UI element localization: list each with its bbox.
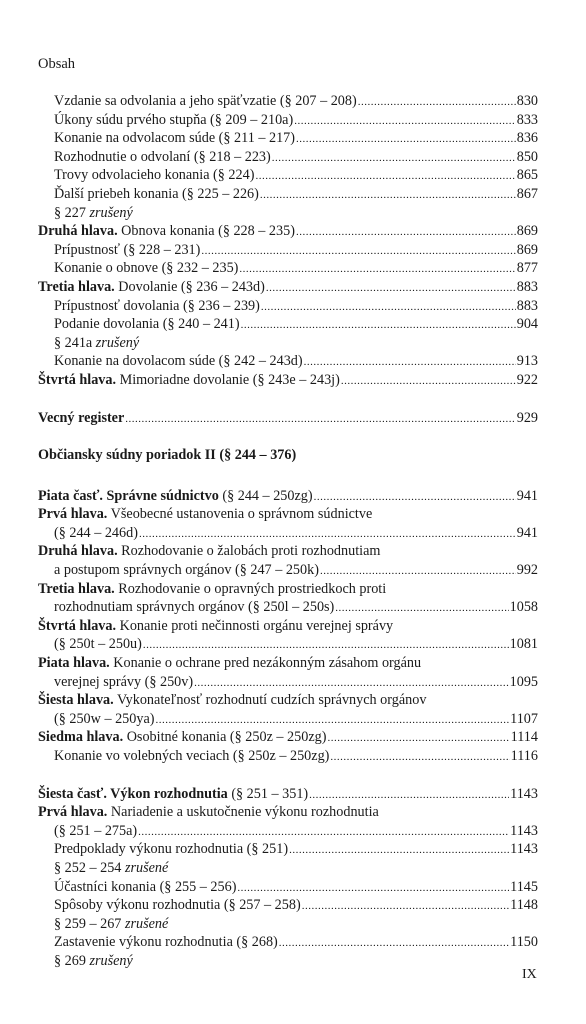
toc-entry-page: 1145 [510,878,538,895]
toc-entry-heading: Druhá hlava. [38,223,118,240]
toc-entry-page: 1107 [510,710,538,727]
toc-entry [38,148,538,167]
table-of-contents [38,92,538,971]
toc-entry-text: § 269 [54,952,90,969]
toc-entry-text: § 241a [54,334,96,351]
toc-entry-page: 922 [516,371,538,388]
toc-entry-heading: Tretia hlava. [38,278,115,295]
toc-entry-title [38,371,340,390]
toc-entry-text: (§ 251 – 351) [227,785,309,802]
dot-leader [194,673,509,693]
toc-entry-text: Trovy odvolacieho konania (§ 224) [54,167,255,184]
toc-entry [38,728,538,747]
toc-entry [38,487,538,506]
toc-entry-page: 992 [516,562,538,579]
toc-entry-heading: Štvrtá hlava. [38,371,117,388]
toc-entry [38,822,538,841]
toc-entry-heading: Piata časť. Správne súdnictvo [38,487,219,504]
toc-entry-title [38,409,124,428]
dot-leader [358,92,516,112]
toc-entry [38,635,538,654]
toc-entry-title [54,673,193,692]
toc-entry-page: 830 [516,93,538,109]
toc-entry-title [54,822,137,841]
toc-entry-text: Konanie proti nečinnosti orgánu verejnej správy [116,617,394,634]
toc-entry [38,542,538,561]
toc-entry-heading: Vecný register [38,409,125,426]
toc-entry [38,617,538,636]
toc-entry [38,952,538,971]
toc-entry-text: (§ 244 – 250zg) [218,487,313,504]
dot-leader [320,561,516,581]
toc-entry-text: Konanie na dovolacom súde (§ 242 – 243d) [54,353,303,370]
toc-entry-text: Vykonateľnosť rozhodnutí cudzích správnych orgánov [113,692,427,709]
toc-entry-title [54,129,295,148]
dot-leader [272,148,516,168]
toc-entry-text: Mimoriadne dovolanie (§ 243e – 243j) [116,371,340,388]
toc-entry-page: 836 [516,130,538,147]
toc-entry-text: Konanie o obnove (§ 232 – 235) [54,260,239,277]
toc-entry-text: Predpoklady výkonu rozhodnutia (§ 251) [54,841,289,858]
toc-entry-title [54,352,303,371]
toc-entry-title [54,166,254,185]
toc-entry-title [38,446,296,465]
dot-leader [294,111,516,131]
toc-entry-note: zrušený [89,952,133,969]
toc-entry-page: 1150 [510,934,538,951]
toc-entry-title [38,617,393,636]
dot-leader [289,840,509,860]
toc-entry-page: 1143 [510,822,538,839]
toc-entry [38,598,538,617]
dot-leader [314,487,516,507]
dot-leader [296,222,516,242]
toc-entry-heading: Šiesta časť. Výkon rozhodnutia [38,785,228,802]
toc-entry [38,505,538,524]
toc-entry-text: Prípustnosť (§ 228 – 231) [54,241,201,258]
toc-entry [38,933,538,952]
toc-entry [38,315,538,334]
toc-entry [38,896,538,915]
dot-leader [302,896,509,916]
toc-entry-text: (§ 244 – 246d) [54,524,138,541]
toc-entry-page: 850 [516,148,538,165]
toc-entry-text: verejnej správy (§ 250v) [54,673,194,690]
toc-entry-title [54,561,319,580]
toc-entry-title [54,635,142,654]
dot-leader [296,129,516,149]
toc-entry-page: 941 [516,524,538,541]
toc-entry [38,878,538,897]
toc-entry [38,859,538,878]
toc-entry-title [54,334,139,353]
toc-entry-page: 1058 [509,599,538,616]
running-header: Obsah [38,56,76,72]
dot-leader [143,635,509,655]
toc-entry-heading: Prvá hlava. [38,506,108,523]
toc-entry-text: Rozhodovanie o opravných prostriedkoch proti [114,580,387,597]
toc-entry-title [38,654,421,673]
toc-entry-text: Všeobecné ustanovenia o správnom súdnictve [107,506,373,523]
toc-entry-title [54,315,240,334]
toc-entry-text: Prípustnosť dovolania (§ 236 – 239) [54,297,260,314]
toc-entry-text: (§ 250w – 250ya) [54,710,155,727]
toc-entry-page: 1081 [509,636,538,653]
dot-leader [138,822,509,842]
toc-entry-title [54,952,133,971]
toc-entry [38,259,538,278]
toc-entry-title [38,803,379,822]
toc-entry-heading: Občiansky súdny poriadok II (§ 244 – 376) [38,447,297,464]
toc-entry-text: Konanie vo volebných veciach (§ 250z – 250zg) [54,748,330,764]
toc-entry-title [54,933,278,952]
toc-entry-text: (§ 251 – 275a) [54,822,138,839]
toc-entry-text: Rozhodnutie o odvolaní (§ 218 – 223) [54,148,271,165]
toc-entry [38,691,538,710]
toc-entry-text: a postupom správnych orgánov (§ 247 – 250k) [54,562,319,579]
toc-entry [38,92,538,111]
toc-entry-text: § 259 – 267 [54,915,125,932]
toc-entry-title [54,148,271,167]
toc-entry-text: Rozhodovanie o žalobách proti rozhodnutiam [117,543,381,560]
toc-entry-page: 1143 [510,785,538,802]
toc-entry-note: zrušený [95,334,140,351]
dot-leader [241,315,516,335]
toc-entry [38,580,538,599]
toc-entry [38,185,538,204]
toc-entry-page: 833 [516,111,538,128]
toc-entry-text: (§ 250t – 250u) [54,636,142,653]
toc-entry [38,840,538,859]
toc-entry [38,111,538,130]
toc-entry-text: Spôsoby výkonu rozhodnutia (§ 257 – 258) [54,897,301,914]
toc-entry-title [38,222,295,241]
toc-entry-text: § 227 [54,204,90,221]
toc-entry [38,409,538,428]
toc-entry-title [54,204,133,223]
dot-leader [330,747,509,767]
toc-entry-heading: Druhá hlava. [38,543,118,560]
toc-entry-title [54,878,236,897]
toc-entry-text: § 252 – 254 [54,859,125,876]
dot-leader [139,524,516,544]
toc-entry-page: 883 [516,278,538,295]
toc-entry [38,204,538,223]
toc-entry-text: Zastavenie výkonu rozhodnutia (§ 268) [54,934,278,951]
toc-entry-heading: Tretia hlava. [38,580,115,597]
toc-entry [38,371,538,390]
toc-entry-note: zrušené [124,915,169,932]
toc-entry-title [38,487,313,506]
toc-entry-page: 1143 [510,841,538,858]
toc-entry [38,222,538,241]
toc-entry-text: Osobitné konania (§ 250z – 250zg) [123,729,327,746]
dot-leader [155,710,509,730]
toc-entry [38,278,538,297]
toc-entry-heading: Prvá hlava. [38,804,108,821]
toc-entry-page: 877 [516,260,538,277]
dot-leader [279,933,509,953]
toc-entry [38,129,538,148]
toc-entry-title [38,785,308,804]
toc-entry-title [38,505,372,524]
toc-entry [38,803,538,822]
page-number: IX [522,967,537,982]
toc-entry-page: 869 [516,223,538,240]
toc-entry [38,915,538,934]
toc-entry-page: 869 [516,241,538,258]
toc-entry-text: Ďalší priebeh konania (§ 225 – 226) [54,185,259,202]
toc-entry [38,352,538,371]
toc-entry-text: Úkony súdu prvého stupňa (§ 209 – 210a) [54,111,294,128]
dot-leader [327,728,509,748]
toc-entry-title [38,728,326,747]
toc-entry-title [54,896,301,915]
toc-entry [38,524,538,543]
dot-leader [201,241,515,261]
toc-entry-text: Konanie o ochrane pred nezákonným zásahom orgánu [109,655,422,672]
toc-entry-title [38,691,426,710]
dot-leader [260,185,516,205]
toc-entry-title [54,840,288,859]
toc-entry-page: 904 [516,316,538,333]
toc-entry-text: Vzdanie sa odvolania a jeho späťvzatie (§ 207 – 208) [54,93,357,109]
toc-entry-title [54,524,138,543]
toc-entry [38,654,538,673]
toc-entry-page: 929 [516,409,538,426]
toc-entry-text: Konanie na odvolacom súde (§ 211 – 217) [54,130,295,147]
toc-entry-heading: Šiesta hlava. [38,692,114,709]
toc-entry [38,297,538,316]
toc-entry-title [54,859,168,878]
toc-entry-page: 865 [516,167,538,184]
dot-leader [125,409,515,429]
toc-entry-heading: Štvrtá hlava. [38,617,117,634]
toc-entry-title [38,580,386,599]
toc-entry [38,561,538,580]
toc-entry-title [54,241,200,260]
toc-entry-page: 883 [516,297,538,314]
toc-entry-title [54,915,168,934]
toc-entry-heading: Piata hlava. [38,655,110,672]
toc-entry-text: rozhodnutiam správnych orgánov (§ 250l – 250s) [54,599,335,616]
toc-entry-page: 1148 [510,897,538,914]
dot-leader [237,878,509,898]
toc-entry-note: zrušený [89,204,133,221]
toc-entry [38,673,538,692]
toc-entry-title [38,278,265,297]
toc-entry [38,785,538,804]
toc-entry [38,334,538,353]
toc-entry [38,241,538,260]
toc-entry-text: Obnova konania (§ 228 – 235) [117,223,295,240]
toc-entry-page: 867 [516,185,538,202]
dot-leader [309,785,509,805]
toc-entry-title [54,92,357,111]
dot-leader [261,297,516,317]
dot-leader [266,278,516,298]
toc-entry-heading: Siedma hlava. [38,729,124,746]
toc-entry-text: Nariadenie a uskutočnenie výkonu rozhodnutia [107,804,379,821]
toc-entry-title [54,259,238,278]
toc-entry [38,747,538,766]
toc-entry [38,166,538,185]
toc-entry-page: 941 [516,487,538,504]
toc-entry-title [54,111,293,130]
dot-leader [335,598,508,618]
toc-entry [38,710,538,729]
toc-entry-title [54,710,154,729]
toc-entry-title [54,598,334,617]
toc-entry-page: 1114 [510,729,538,746]
toc-entry-page: 913 [516,353,538,370]
toc-entry-text: Účastníci konania (§ 255 – 256) [54,878,237,895]
dot-leader [239,259,515,279]
toc-entry [38,446,538,465]
toc-entry-page: 1095 [509,673,538,690]
toc-entry-note: zrušené [124,859,169,876]
toc-entry-title [38,542,380,561]
dot-leader [341,371,516,391]
toc-entry-text: Podanie dovolania (§ 240 – 241) [54,316,240,333]
toc-entry-title [54,747,329,766]
toc-entry-title [54,297,260,316]
dot-leader [255,166,515,186]
toc-entry-page: 1116 [510,748,538,764]
toc-entry-title [54,185,259,204]
dot-leader [304,352,516,372]
toc-entry-text: Dovolanie (§ 236 – 243d) [114,278,265,295]
